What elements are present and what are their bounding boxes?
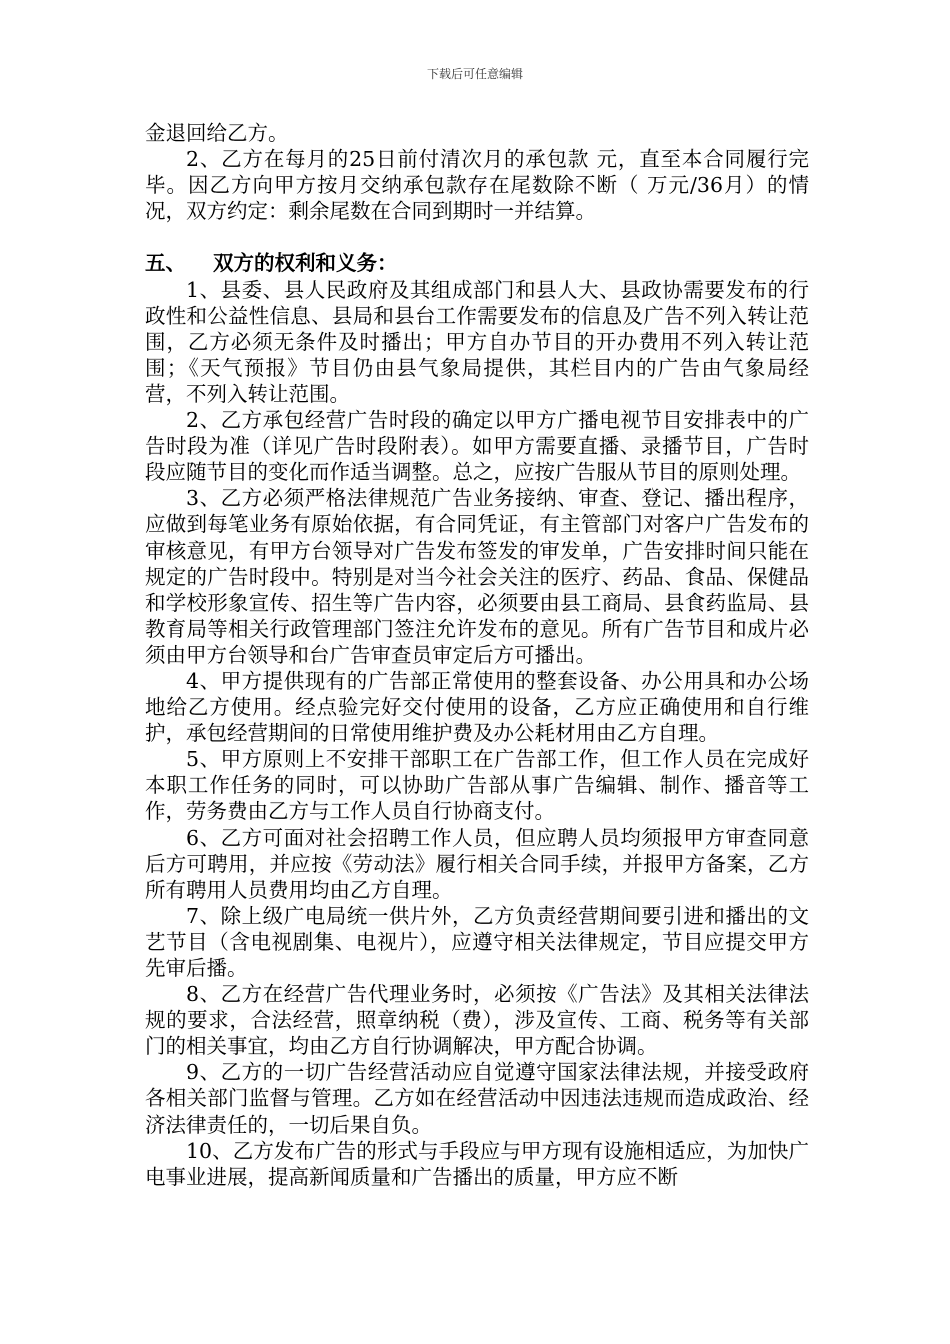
clause-2: 2、乙方承包经营广告时段的确定以甲方广播电视节目安排表中的广告时段为准（详见广告时段附表）。如甲方需要直播、录播节目，广告时段应随节目的变化而作适当调整。总之，应按广告服从节目的原则处理。 <box>145 408 809 485</box>
paragraph-payment-clause: 2、乙方在每月的25日前付清次月的承包款 元，直至本合同履行完毕。因乙方向甲方按月交纳承包款存在尾数除不断（ 万元/36月）的情况，双方约定：剩余尾数在合同到期时一并结算。 <box>145 147 809 224</box>
clause-9: 9、乙方的一切广告经营活动应自觉遵守国家法律法规，并接受政府各相关部门监督与管理。乙方如在经营活动中因违法违规而造成政治、经济法律责任的，一切后果自负。 <box>145 1060 809 1137</box>
section-title: 双方的权利和义务： <box>213 251 398 276</box>
clause-3: 3、乙方必须严格法律规范广告业务接纳、审查、登记、播出程序，应做到每笔业务有原始依据，有合同凭证，有主管部门对客户广告发布的审核意见，有甲方台领导对广告发布签发的审发单，广告安排时间只能在规定的广告时段中。特别是对当今社会关注的医疗、药品、食品、保健品和学校形象宣传、招生等广告内容，必须要由县工商局、县食药监局、县教育局等相关行政管理部门签注允许发布的意见。所有广告节目和成片必须由甲方台领导和台广告审查员审定后方可播出。 <box>145 486 809 667</box>
clause-7: 7、除上级广电局统一供片外，乙方负责经营期间要引进和播出的文艺节目（含电视剧集、电视片），应遵守相关法律规定，节目应提交甲方先审后播。 <box>145 903 809 980</box>
blank-line <box>145 224 809 250</box>
clause-1: 1、县委、县人民政府及其组成部门和县人大、县政协需要发布的行政性和公益性信息、县局和县台工作需要发布的信息及广告不列入转让范围，乙方必须无条件及时播出；甲方自办节目的开办费用不列入转让范围；《天气预报》节目仍由县气象局提供，其栏目内的广告由气象局经营，不列入转让范围。 <box>145 277 809 406</box>
clause-6: 6、乙方可面对社会招聘工作人员，但应聘人员均须报甲方审查同意后方可聘用，并应按《劳动法》履行相关合同手续，并报甲方备案，乙方所有聘用人员费用均由乙方自理。 <box>145 825 809 902</box>
section-heading <box>145 250 809 276</box>
paragraph-continuation: 金退回给乙方。 <box>145 121 289 145</box>
clause-8: 8、乙方在经营广告代理业务时，必须按《广告法》及其相关法律法规的要求，合法经营，照章纳税（费），涉及宣传、工商、税务等有关部门的相关事宜，均由乙方自行协调解决，甲方配合协调。 <box>145 982 809 1059</box>
clause-4: 4、甲方提供现有的广告部正常使用的整套设备、办公用具和办公场地给乙方使用。经点验完好交付使用的设备，乙方应正确使用和自行维护，承包经营期间的日常使用维护费及办公耗材用由乙方自理。 <box>145 668 809 746</box>
section-number: 五、 <box>145 251 186 276</box>
clause-10: 10、乙方发布广告的形式与手段应与甲方现有设施相适应，为加快广电事业进展，提高新闻质量和广告播出的质量，甲方应不断 <box>145 1138 809 1189</box>
page-header: 下载后可任意编辑 <box>426 67 523 81</box>
clause-5: 5、甲方原则上不安排干部职工在广告部工作，但工作人员在完成好本职工作任务的同时，可以协助广告部从事广告编辑、制作、播音等工作，劳务费由乙方与工作人员自行协商支付。 <box>145 747 809 824</box>
document-body <box>145 120 809 1190</box>
